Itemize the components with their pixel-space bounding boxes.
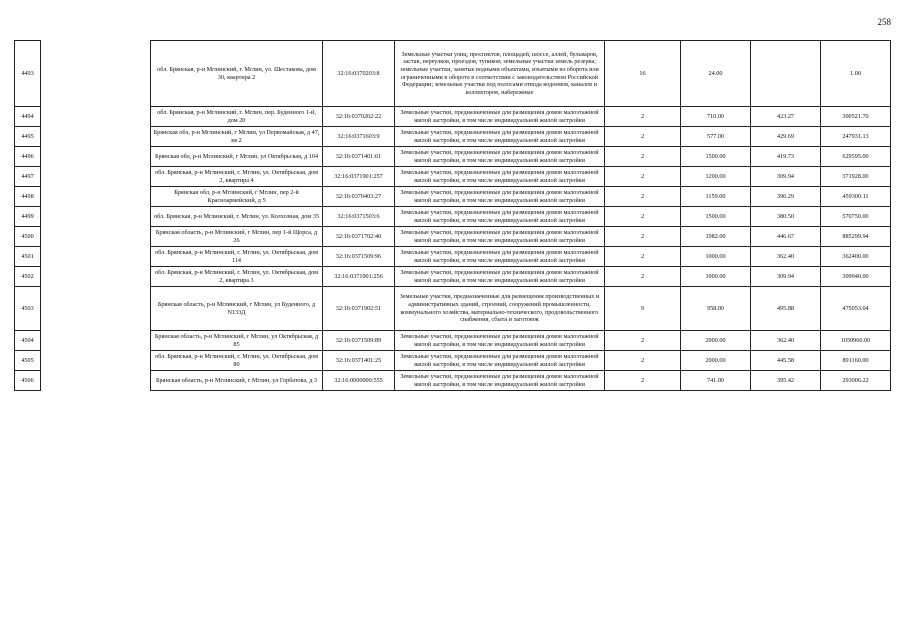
cell-area: 1159.00 [681, 187, 751, 207]
cell-address: обл. Брянская, р-н Мглинский, г. Мглин, ул. Шестакова, дом 30, квартира 2 [151, 41, 323, 107]
cell-rate: 362.40 [751, 331, 821, 351]
cell-cadastral: 32:16:0371509:89 [323, 331, 395, 351]
table-row [15, 147, 891, 167]
cell-value: 247931.13 [821, 127, 891, 147]
cell-address: обл. Брянская, р-н Мглинский, г. Мглин, ул. Октябрьская, дом 114 [151, 247, 323, 267]
cell-id: 4499 [15, 207, 41, 227]
cell-cadastral: 32:16:0371401:61 [323, 147, 395, 167]
cell-area: 1000.00 [681, 247, 751, 267]
cell-cadastral: 32:16:0371603:9 [323, 127, 395, 147]
cell-blank [41, 351, 151, 371]
cell-address: обл. Брянская, р-н Мглинский, г. Мглин, ул. Октябрьская, дом 2, квартира 4 [151, 167, 323, 187]
cell-address: Брянская обл, р-н Мглинский, г Мглин, пер 2-й Красноармейский, д 5 [151, 187, 323, 207]
cell-group: 2 [605, 247, 681, 267]
cell-cadastral: 32:16:0371401:25 [323, 351, 395, 371]
cell-address: обл. Брянская, р-н Мглинский, г. Мглин, ул. Октябрьская, дом 2, квартира 3 [151, 267, 323, 287]
cell-area: 1000.00 [681, 267, 751, 287]
cell-group: 2 [605, 351, 681, 371]
cell-address: Брянская область, р-н Мглинский, г Мглин, ул Октябрьская, д 85 [151, 331, 323, 351]
cell-usage: Земельные участки, предназначенные для размещения домов малоэтажной жилой застройки, в том числе индивидуальной жилой застройки [395, 371, 605, 391]
cell-area: 710.00 [681, 107, 751, 127]
table-row [15, 167, 891, 187]
cell-rate: 446.67 [751, 227, 821, 247]
cell-group: 9 [605, 287, 681, 331]
table-row [15, 187, 891, 207]
cell-rate: 495.88 [751, 287, 821, 331]
cell-area: 1500.00 [681, 147, 751, 167]
cell-group: 2 [605, 167, 681, 187]
cell-id: 4497 [15, 167, 41, 187]
cell-blank [41, 187, 151, 207]
table-row [15, 107, 891, 127]
cell-cadastral: 32:16:0370202:22 [323, 107, 395, 127]
table-row [15, 127, 891, 147]
cell-value: 891160.00 [821, 351, 891, 371]
cell-blank [41, 147, 151, 167]
cell-blank [41, 331, 151, 351]
cell-rate: 362.40 [751, 247, 821, 267]
cell-cadastral: 32:16:0371901:256 [323, 267, 395, 287]
cell-usage: Земельные участки, предназначенные для размещения домов малоэтажной жилой застройки, в том числе индивидуальной жилой застройки [395, 167, 605, 187]
cell-id: 4494 [15, 107, 41, 127]
cell-id: 4505 [15, 351, 41, 371]
cell-area: 1982.00 [681, 227, 751, 247]
table-row [15, 227, 891, 247]
cell-address: Брянская обл, р-н Мглинский, г Мглин, ул Октябрьская, д 104 [151, 147, 323, 167]
cell-rate: 380.50 [751, 207, 821, 227]
cell-address: обл. Брянская, р-н Мглинский, г. Мглин, ул. Октябрьская, дом 80 [151, 351, 323, 371]
cell-usage: Земельные участки, предназначенные для размещения домов малоэтажной жилой застройки, в том числе индивидуальной жилой застройки [395, 267, 605, 287]
cell-blank [41, 41, 151, 107]
cell-id: 4495 [15, 127, 41, 147]
cell-group: 2 [605, 371, 681, 391]
cell-group: 2 [605, 127, 681, 147]
cell-address: Брянская область, р-н Мглинский, г Мглин, ул Буденного, д N133Д [151, 287, 323, 331]
cell-blank [41, 247, 151, 267]
cell-value: 371928.00 [821, 167, 891, 187]
cell-usage: Земельные участки, предназначенные для размещения домов малоэтажной жилой застройки, в том числе индивидуальной жилой застройки [395, 127, 605, 147]
table-row [15, 351, 891, 371]
table-row [15, 331, 891, 351]
cell-area: 2000.00 [681, 351, 751, 371]
cell-address: обл. Брянская, р-н Мглинский, г. Мглин, пер. Буденного 1-й, дом 20 [151, 107, 323, 127]
cell-cadastral: 32:16:0371902:51 [323, 287, 395, 331]
table-row [15, 207, 891, 227]
cell-cadastral: 32:16:0000000:555 [323, 371, 395, 391]
cell-rate: 423.27 [751, 107, 821, 127]
cell-rate: 396.29 [751, 187, 821, 207]
cell-rate: 419.73 [751, 147, 821, 167]
cell-value: 362400.00 [821, 247, 891, 267]
cell-id: 4498 [15, 187, 41, 207]
cell-id: 4500 [15, 227, 41, 247]
cell-id: 4496 [15, 147, 41, 167]
cell-rate: 395.42 [751, 371, 821, 391]
cell-usage: Земельные участки, предназначенные для размещения домов малоэтажной жилой застройки, в том числе индивидуальной жилой застройки [395, 147, 605, 167]
cell-area: 24.00 [681, 41, 751, 107]
cell-group: 2 [605, 227, 681, 247]
page-number: 258 [877, 17, 891, 27]
cell-group: 2 [605, 187, 681, 207]
cell-value: 300521.70 [821, 107, 891, 127]
cell-id: 4502 [15, 267, 41, 287]
cell-rate: 429.69 [751, 127, 821, 147]
cell-usage: Земельные участки, предназначенные для размещения домов малоэтажной жилой застройки, в том числе индивидуальной жилой застройки [395, 207, 605, 227]
cell-cadastral: 32:16:0371509:96 [323, 247, 395, 267]
cell-value: 293006.22 [821, 371, 891, 391]
cell-address: обл. Брянская, р-н Мглинский, г. Мглин, ул. Колхозная, дом 35 [151, 207, 323, 227]
cell-address: Брянская область, р-н Мглинский, г Мглин, пер 1-й Щорса, д 26 [151, 227, 323, 247]
cell-address: Брянская область, р-н Мглинский, г Мглин, ул Горбатова, д 3 [151, 371, 323, 391]
cell-group: 16 [605, 41, 681, 107]
cell-value: 309940.00 [821, 267, 891, 287]
cell-group: 2 [605, 267, 681, 287]
cell-id: 4493 [15, 41, 41, 107]
cell-blank [41, 267, 151, 287]
cell-area: 1500.00 [681, 207, 751, 227]
cell-id: 4504 [15, 331, 41, 351]
cell-blank [41, 371, 151, 391]
cell-cadastral: 32:16:0370203:8 [323, 41, 395, 107]
cell-group: 2 [605, 107, 681, 127]
cell-value: 885299.94 [821, 227, 891, 247]
cell-value: 570750.00 [821, 207, 891, 227]
table-row [15, 41, 891, 107]
cell-blank [41, 207, 151, 227]
cell-value: 475053.04 [821, 287, 891, 331]
cell-value: 459300.11 [821, 187, 891, 207]
cell-usage: Земельные участки, предназначенные для размещения домов малоэтажной жилой застройки, в том числе индивидуальной жилой застройки [395, 247, 605, 267]
cell-rate: 309.94 [751, 267, 821, 287]
table-row [15, 287, 891, 331]
table-row [15, 267, 891, 287]
cell-usage: Земельные участки, предназначенные для размещения домов малоэтажной жилой застройки, в том числе индивидуальной жилой застройки [395, 331, 605, 351]
cell-rate: 309.94 [751, 167, 821, 187]
cell-usage: Земельные участки, предназначенные для размещения домов малоэтажной жилой застройки, в том числе индивидуальной жилой застройки [395, 227, 605, 247]
land-register-table [14, 40, 891, 391]
cell-rate [751, 41, 821, 107]
cell-id: 4501 [15, 247, 41, 267]
cell-cadastral: 32:16:0370403:27 [323, 187, 395, 207]
cell-value: 629595.00 [821, 147, 891, 167]
cell-blank [41, 127, 151, 147]
cell-cadastral: 32:16:0371503:6 [323, 207, 395, 227]
cell-id: 4503 [15, 287, 41, 331]
cell-blank [41, 287, 151, 331]
cell-value: 1.00 [821, 41, 891, 107]
cell-cadastral: 32:16:0371901:257 [323, 167, 395, 187]
cell-rate: 445.58 [751, 351, 821, 371]
cell-blank [41, 227, 151, 247]
cell-area: 741.00 [681, 371, 751, 391]
cell-usage: Земельные участки, предназначенные для размещения домов малоэтажной жилой застройки, в том числе индивидуальной жилой застройки [395, 351, 605, 371]
cell-area: 1200.00 [681, 167, 751, 187]
cell-area: 2900.00 [681, 331, 751, 351]
table-row [15, 371, 891, 391]
cell-area: 577.00 [681, 127, 751, 147]
cell-address: Брянская обл, р-н Мглинский, г Мглин, ул Первомайская, д 47, кв 2 [151, 127, 323, 147]
cell-blank [41, 167, 151, 187]
cell-area: 958.00 [681, 287, 751, 331]
cell-group: 2 [605, 207, 681, 227]
cell-usage: Земельные участки, предназначенные для размещения производственных и административных зданий, строений, сооружений промышленности, коммунального хозяйства, материально-технического, продовольственного снабжения, сбыта и заготовок [395, 287, 605, 331]
cell-group: 2 [605, 331, 681, 351]
table-row [15, 247, 891, 267]
cell-group: 2 [605, 147, 681, 167]
cell-cadastral: 32:16:0371702:40 [323, 227, 395, 247]
cell-blank [41, 107, 151, 127]
cell-id: 4506 [15, 371, 41, 391]
cell-usage: Земельные участки, предназначенные для размещения домов малоэтажной жилой застройки, в том числе индивидуальной жилой застройки [395, 107, 605, 127]
cell-usage: Земельные участки улиц, проспектов, площадей, шоссе, аллей, бульваров, застав, переулков, проездов, тупиков; земельные участки земель резерва; земельные участки, занятые водными объектами, изъятыми из оборота или ограниченными в обороте в соответствии с законодательством Российской Федерации; земельные участки под полосами отвода водоемов, каналов и коллекторов, набережные [395, 41, 605, 107]
cell-value: 1050960.00 [821, 331, 891, 351]
cell-usage: Земельные участки, предназначенные для размещения домов малоэтажной жилой застройки, в том числе индивидуальной жилой застройки [395, 187, 605, 207]
